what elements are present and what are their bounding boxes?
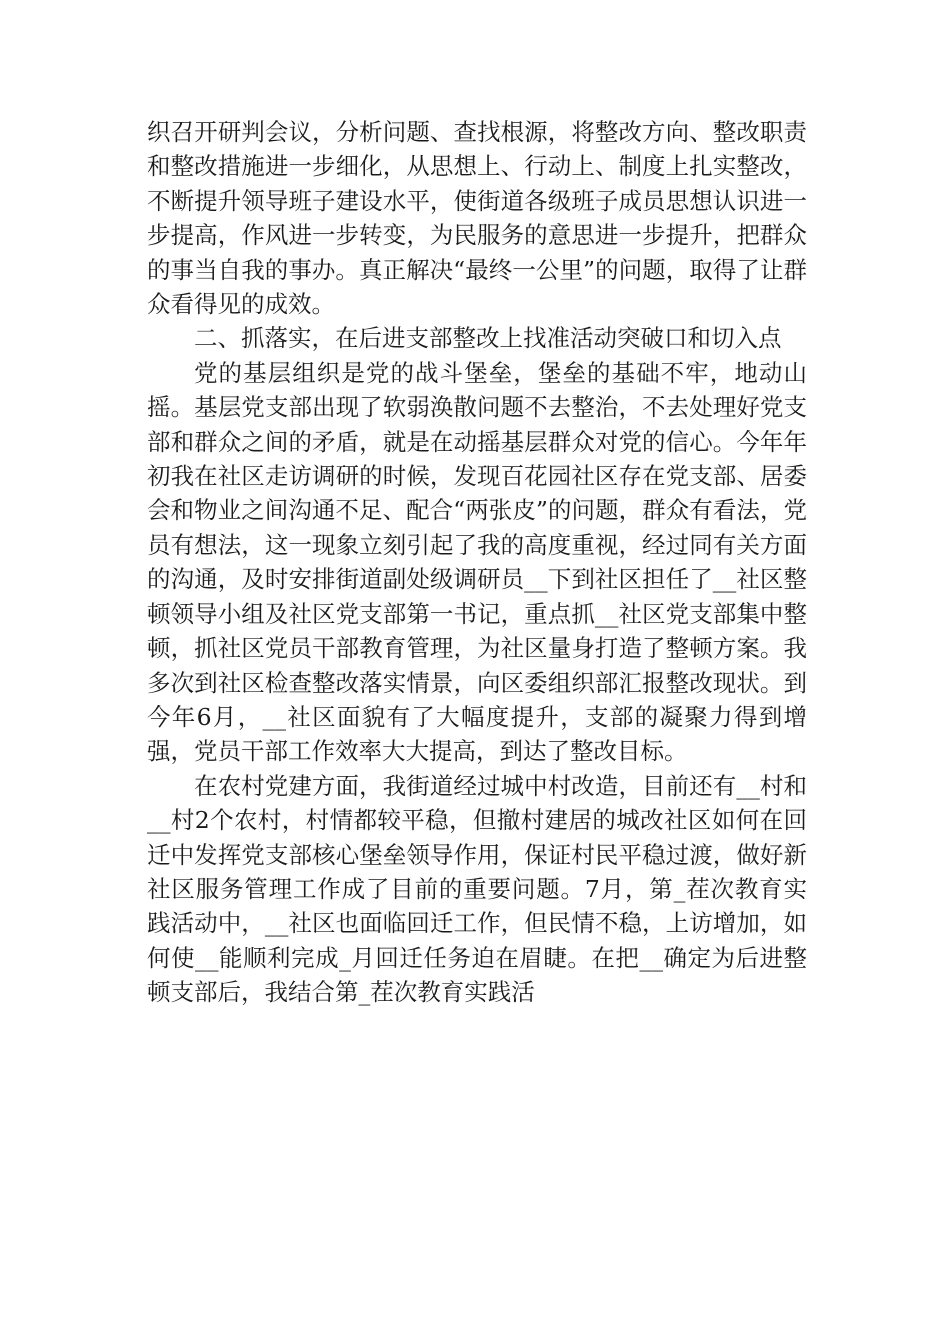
document-body [147,115,807,1010]
paragraph: 在农村党建方面，我街道经过城中村改造，目前还有__村和__村2个农村，村情都较平稳，但撤村建居的城改社区如何在回迁中发挥党支部核心堡垒领导作用，保证村民平稳过渡，做好新社区服务管理工作成了目前的重要问题。7月，第_茬次教育实践活动中，__社区也面临回迁工作，但民情不稳，上访增加，如何使__能顺利完成_月回迁任务迫在眉睫。在把__确定为后进整顿支部后，我结合第_茬次教育实践活 [147,771,807,1007]
section-heading: 二、抓落实，在后进支部整改上找准活动突破口和切入点 [194,324,782,353]
paragraph: 党的基层组织是党的战斗堡垒，堡垒的基础不牢，地动山摇。基层党支部出现了软弱涣散问题不去整治，不去处理好党支部和群众之间的矛盾，就是在动摇基层群众对党的信心。今年年初我在社区走访调研的时候，发现百花园社区存在党支部、居委会和物业之间沟通不足、配合“两张皮”的问题，群众有看法，党员有想法，这一现象立刻引起了我的高度重视，经过同有关方面的沟通，及时安排街道副处级调研员__下到社区担任了__社区整顿领导小组及社区党支部第一书记，重点抓__社区党支部集中整顿，抓社区党员干部教育管理，为社区量身打造了整顿方案。我多次到社区检查整改落实情景，向区委组织部汇报整改现状。到今年6月，__社区面貌有了大幅度提升，支部的凝聚力得到增强，党员干部工作效率大大提高，到达了整改目标。 [147,358,807,766]
paragraph-continuation: 织召开研判会议，分析问题、查找根源，将整改方向、整改职责和整改措施进一步细化，从思想上、行动上、制度上扎实整改，不断提升领导班子建设水平，使街道各级班子成员思想认识进一步提高，作风进一步转变，为民服务的意思进一步提升，把群众的事当自我的事办。真正解决“最终一公里”的问题，取得了让群众看得见的成效。 [147,118,807,319]
